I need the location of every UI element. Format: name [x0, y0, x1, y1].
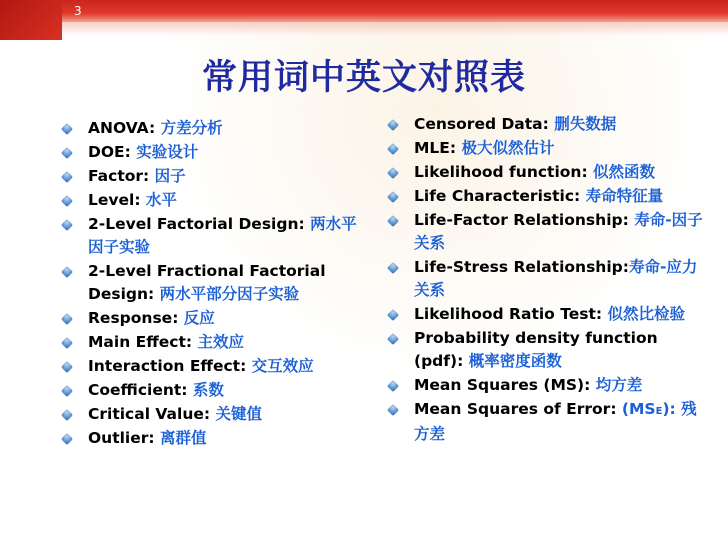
english-term: Factor:	[88, 167, 155, 185]
list-item	[388, 303, 708, 326]
list-item	[62, 213, 357, 259]
bullet-icon	[387, 404, 399, 416]
list-item	[62, 355, 357, 378]
chinese-term: 极大似然估计	[461, 139, 555, 157]
chinese-term: 寿命-应力关系	[414, 258, 698, 299]
english-term: 2-Level Fractional Factorial Design:	[88, 262, 326, 303]
list-item	[388, 374, 708, 397]
bullet-icon	[61, 171, 73, 183]
english-term: Likelihood Ratio Test:	[414, 305, 608, 323]
list-item	[62, 260, 357, 306]
chinese-term-subscript: E	[655, 406, 663, 417]
chinese-term: 均方差	[595, 376, 643, 394]
english-term: 2-Level Factorial Design:	[88, 215, 311, 233]
english-term: Level:	[88, 191, 146, 209]
chinese-term: 系数	[192, 381, 224, 399]
bullet-icon	[61, 147, 73, 159]
chinese-term: 似然比检验	[607, 305, 685, 323]
list-item	[388, 185, 708, 208]
page-number: 3	[74, 4, 82, 18]
chinese-term: 似然函数	[593, 163, 656, 181]
list-item	[388, 137, 708, 160]
english-term: Interaction Effect:	[88, 357, 252, 375]
list-item	[62, 165, 357, 188]
english-term: Probability density function (pdf):	[414, 329, 658, 370]
chinese-term: 水平	[145, 191, 177, 209]
bullet-icon	[61, 195, 73, 207]
chinese-term: 交互效应	[251, 357, 314, 375]
list-item	[62, 141, 357, 164]
bullet-icon	[387, 119, 399, 131]
list-item	[62, 117, 357, 140]
chinese-term: 关键值	[215, 405, 262, 423]
corner-decoration	[0, 0, 62, 40]
chinese-term-prefix: (MS	[621, 400, 656, 418]
list-item	[62, 331, 357, 354]
top-banner	[0, 0, 728, 22]
bullet-icon	[61, 409, 73, 421]
bullet-icon	[387, 380, 399, 392]
bullet-icon	[61, 433, 73, 445]
top-banner-fade	[0, 22, 728, 36]
english-term: MLE:	[414, 139, 462, 157]
chinese-term: 因子	[154, 167, 186, 185]
english-term: Life-Factor Relationship:	[414, 211, 635, 229]
list-item	[62, 379, 357, 402]
list-item	[388, 256, 708, 302]
list-item	[62, 427, 357, 450]
slide-title: 常用词中英文对照表	[201, 58, 526, 98]
chinese-term: 两水平因子实验	[88, 215, 357, 256]
chinese-term: 实验设计	[136, 143, 199, 161]
english-term: Response:	[88, 309, 184, 327]
english-term: Likelihood function:	[414, 163, 594, 181]
bullet-icon	[61, 266, 73, 278]
bullet-icon	[387, 262, 399, 274]
bullet-icon	[387, 215, 399, 227]
chinese-term: 概率密度函数	[468, 352, 562, 370]
chinese-term: 删失数据	[554, 115, 617, 133]
list-item	[388, 398, 708, 446]
bullet-icon	[387, 167, 399, 179]
english-term: Coefficient:	[88, 381, 193, 399]
chinese-term: 方差分析	[160, 119, 223, 137]
english-term: Outlier:	[88, 429, 160, 447]
bullet-icon	[61, 313, 73, 325]
chinese-term: 离群值	[160, 429, 207, 447]
right-term-list	[388, 113, 708, 447]
chinese-term: 两水平部分因子实验	[159, 285, 300, 303]
english-term: Main Effect:	[88, 333, 198, 351]
english-term: DOE:	[88, 143, 137, 161]
chinese-term: 主效应	[197, 333, 244, 351]
bullet-icon	[61, 385, 73, 397]
list-item	[62, 189, 357, 212]
bullet-icon	[61, 219, 73, 231]
english-term: Censored Data:	[414, 115, 555, 133]
chinese-term: 寿命特征量	[585, 187, 664, 205]
bullet-icon	[387, 333, 399, 345]
left-term-list	[62, 117, 357, 451]
list-item	[388, 209, 708, 255]
list-item	[388, 327, 708, 373]
english-term: Mean Squares of Error:	[414, 400, 622, 418]
english-term: Life-Stress Relationship:	[414, 258, 629, 276]
bullet-icon	[387, 309, 399, 321]
list-item	[388, 161, 708, 184]
chinese-term: ): 残方差	[414, 400, 697, 443]
bullet-icon	[61, 361, 73, 373]
bullet-icon	[387, 191, 399, 203]
bullet-icon	[61, 337, 73, 349]
bullet-icon	[387, 143, 399, 155]
list-item	[62, 403, 357, 426]
english-term: ANOVA:	[88, 119, 161, 137]
english-term: Mean Squares (MS):	[414, 376, 596, 394]
bullet-icon	[61, 123, 73, 135]
english-term: Critical Value:	[88, 405, 216, 423]
chinese-term: 反应	[183, 309, 215, 327]
chinese-term: 寿命-因子关系	[414, 211, 703, 252]
english-term: Life Characteristic:	[414, 187, 586, 205]
list-item	[62, 307, 357, 330]
list-item	[388, 113, 708, 136]
